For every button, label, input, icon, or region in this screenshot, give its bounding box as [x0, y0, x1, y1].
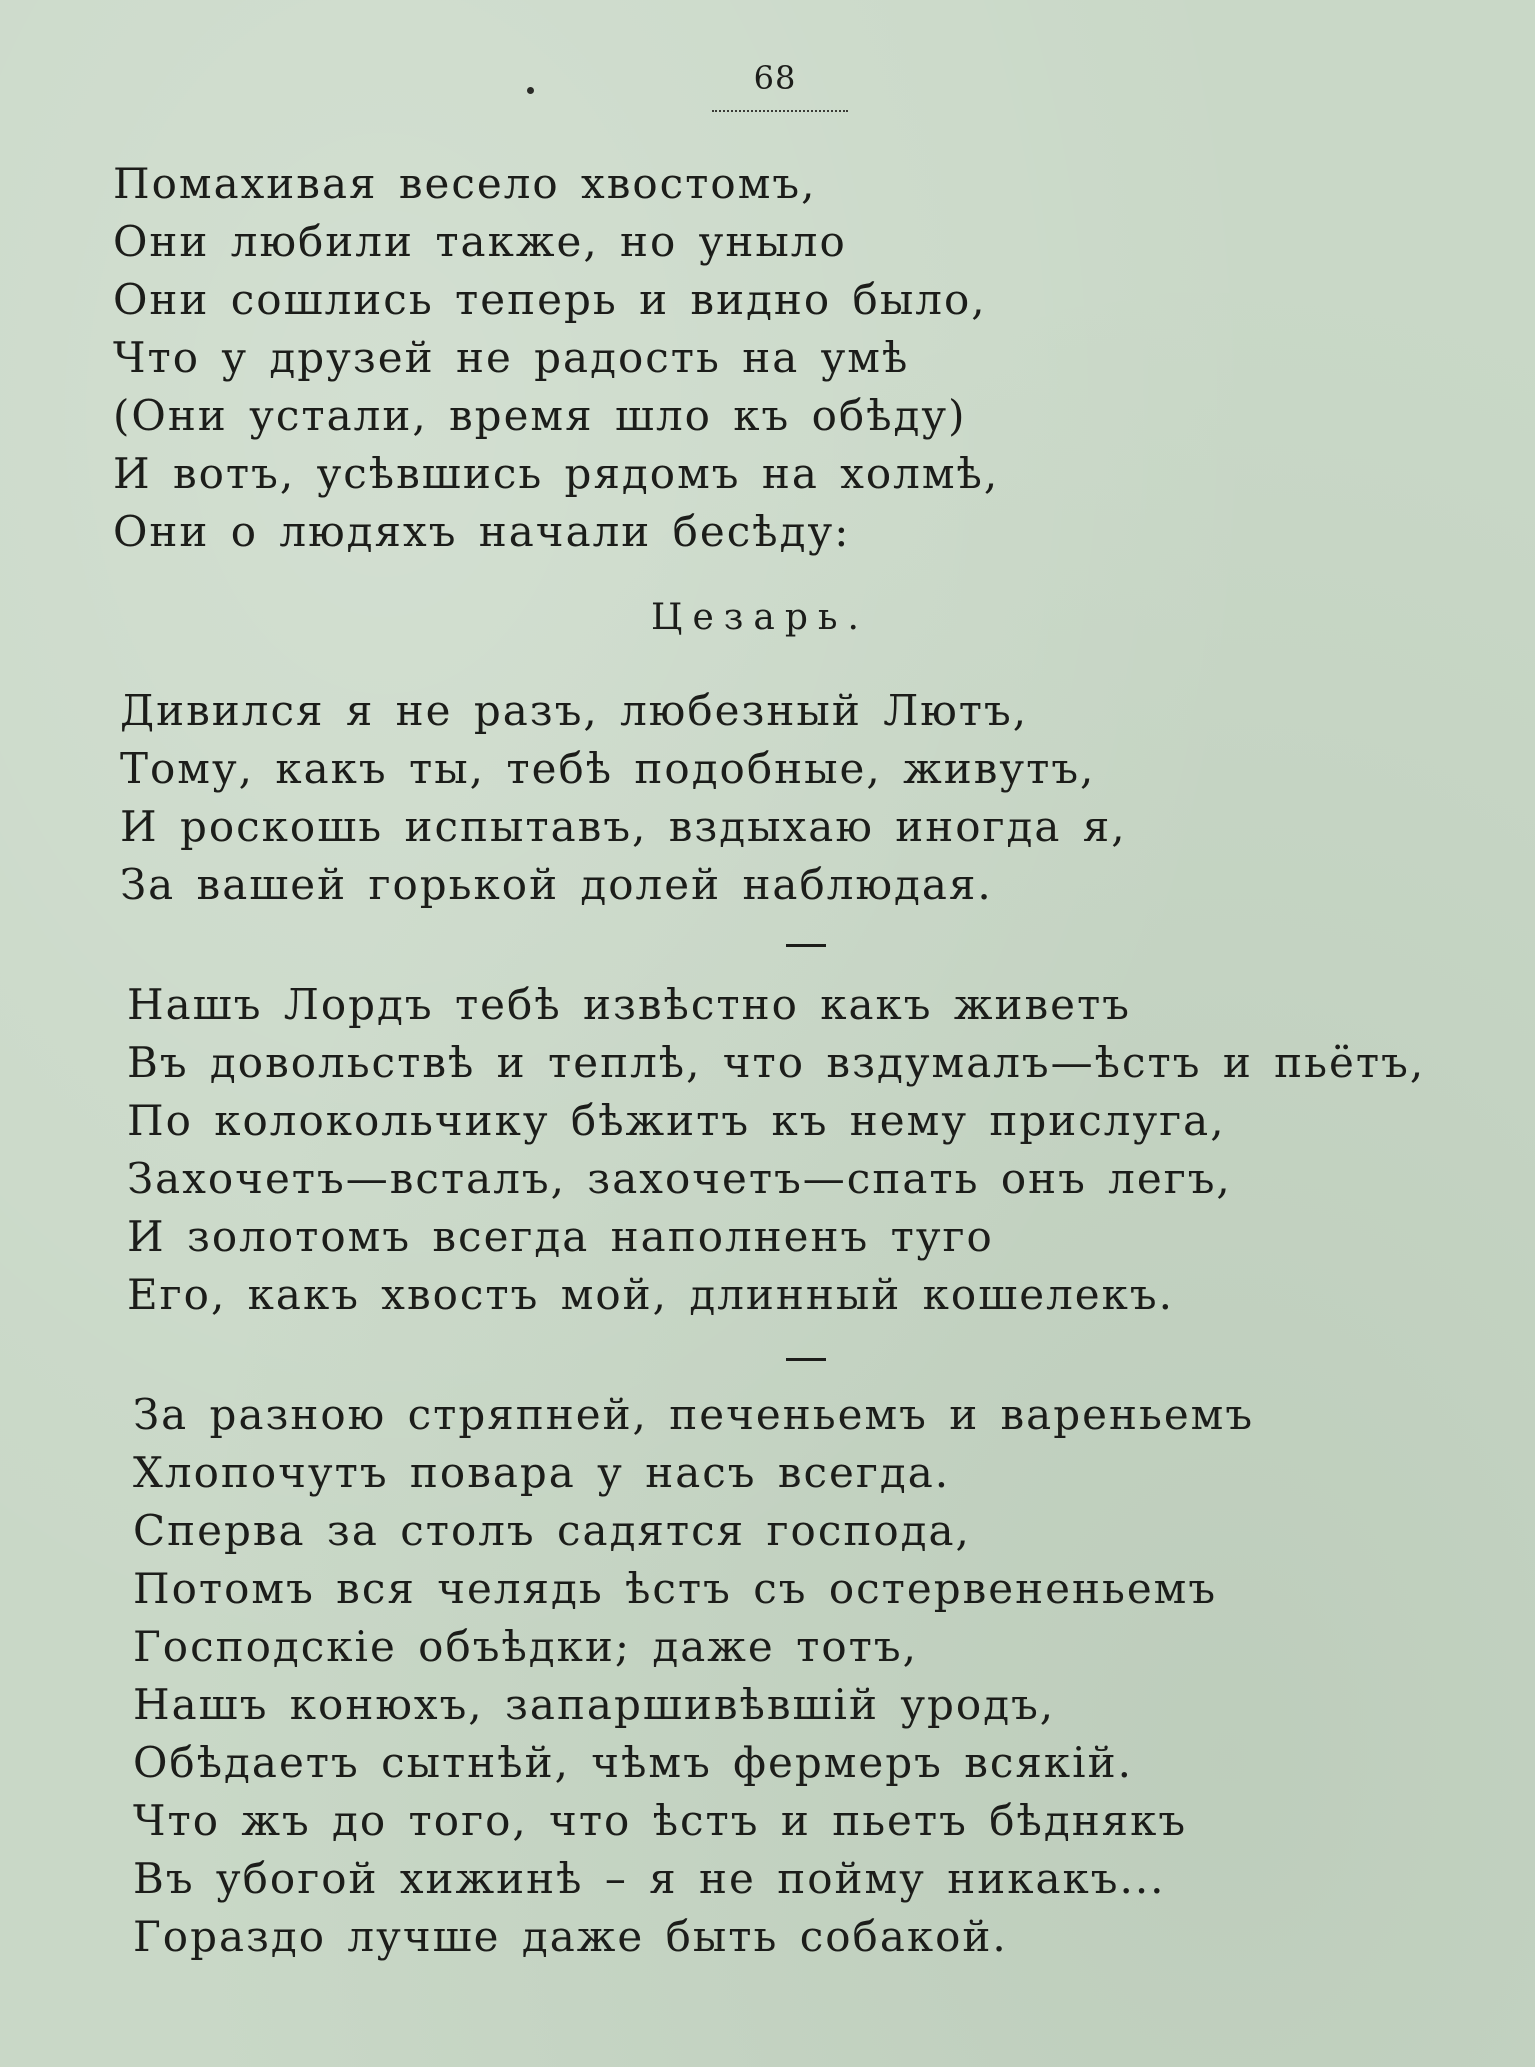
verse-line: Помахивая весело хвостомъ, [113, 159, 817, 208]
verse-line: Дивился я не разъ, любезный Лютъ, [120, 686, 1029, 735]
verse-line: И вотъ, усѣвшись рядомъ на холмѣ, [113, 449, 1000, 498]
verse-line: Гораздо лучше даже быть собакой. [133, 1912, 1008, 1961]
verse-line: Его, какъ хвостъ мой, длинный кошелекъ. [127, 1270, 1174, 1319]
verse-line: По колокольчику бѣжитъ къ нему прислуга, [127, 1096, 1226, 1145]
stanza-2 [120, 682, 1127, 914]
verse-line: Тому, какъ ты, тебѣ подобные, живутъ, [120, 744, 1096, 793]
verse-line: Сперва за столъ садятся господа, [133, 1506, 971, 1555]
verse-line: И роскошь испытавъ, вздыхаю иногда я, [120, 802, 1127, 851]
page-number-rule [712, 110, 848, 112]
verse-line: Потомъ вся челядь ѣстъ съ остервененьемъ [133, 1564, 1218, 1613]
verse-line: Хлопочутъ повара у насъ всегда. [133, 1448, 951, 1497]
stanza-separator [786, 1358, 826, 1361]
ink-dot [527, 87, 534, 94]
verse-line: Они сошлись теперь и видно было, [113, 275, 987, 324]
verse-line: Господскіе объѣдки; даже тотъ, [133, 1622, 918, 1671]
stanza-3 [127, 976, 1425, 1324]
verse-line: Нашъ конюхъ, запаршивѣвшій уродъ, [133, 1680, 1056, 1729]
verse-line: За разною стряпней, печеньемъ и вареньемъ [133, 1390, 1255, 1439]
verse-line: За вашей горькой долей наблюдая. [120, 860, 993, 909]
stanza-separator [786, 944, 826, 947]
verse-line: И золотомъ всегда наполненъ туго [127, 1212, 994, 1261]
verse-line: Они о людяхъ начали бесѣду: [113, 507, 851, 556]
verse-line: Захочетъ—всталъ, захочетъ—спать онъ легъ, [127, 1154, 1232, 1203]
verse-line: Что жъ до того, что ѣстъ и пьетъ бѣднякъ [133, 1796, 1188, 1845]
verse-line: Обѣдаетъ сытнѣй, чѣмъ фермеръ всякій. [133, 1738, 1133, 1787]
verse-line: Они любили также, но уныло [113, 217, 847, 266]
verse-line: Нашъ Лордъ тебѣ извѣстно какъ живетъ [127, 980, 1131, 1029]
page-number: 68 [753, 59, 797, 97]
stanza-4 [133, 1386, 1254, 1966]
verse-line: Въ убогой хижинѣ – я не пойму никакъ... [133, 1854, 1166, 1903]
verse-line: (Они устали, время шло къ обѣду) [113, 391, 967, 440]
verse-line: Что у друзей не радость на умѣ [113, 333, 910, 382]
speaker-heading: Цезарь. [651, 597, 869, 638]
verse-line: Въ довольствѣ и теплѣ, что вздумалъ—ѣстъ и пьётъ, [127, 1038, 1426, 1087]
stanza-1 [113, 155, 999, 561]
